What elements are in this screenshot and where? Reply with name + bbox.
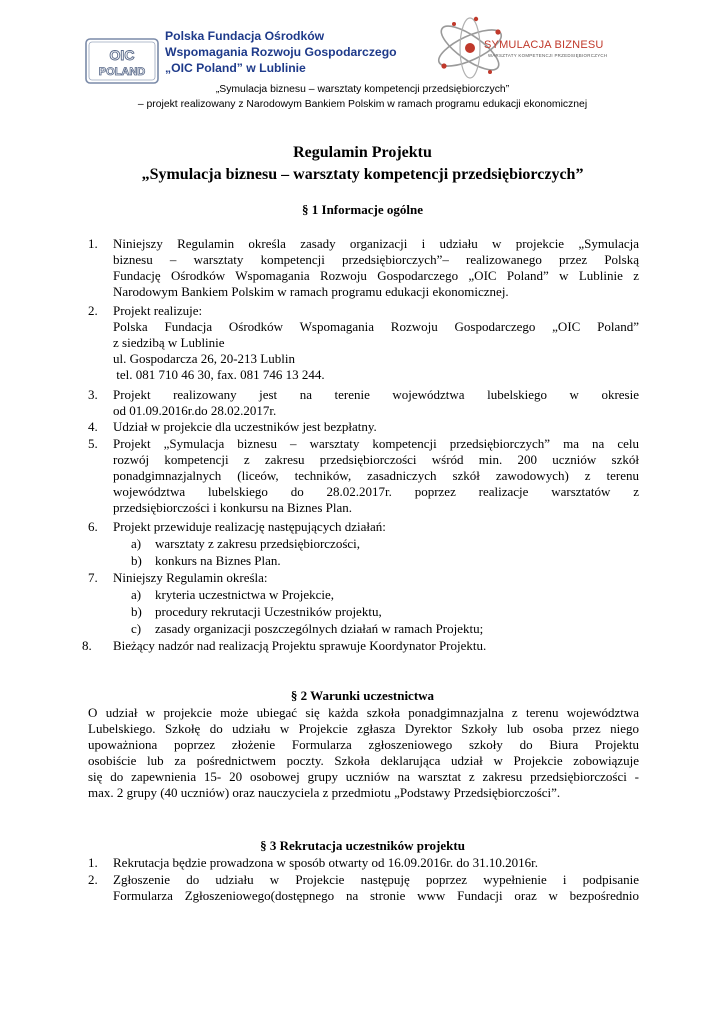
org-line-3: „OIC Poland” w Lublinie <box>165 61 306 75</box>
list-number: 5. <box>88 436 98 451</box>
list-item-line: Projekt „Symulacja biznesu – warsztaty kompetencji przedsiębiorczych” ma na celu <box>113 436 639 451</box>
list-item-line: przedsiębiorczości i konkursu na Biznes Plan. <box>113 500 352 515</box>
list-number: 2. <box>88 872 98 887</box>
list-item-line: Niniejszy Regulamin określa zasady organizacji i udziału w projekcie „Symulacja <box>113 236 639 251</box>
list-item-line: Polska Fundacja Ośrodków Wspomagania Rozwoju Gospodarczego „OIC Poland” <box>113 319 639 334</box>
list-item-line: ponadgimnazjalnych (liceów, techników, zasadniczych szkół zawodowych) z terenu <box>113 468 639 483</box>
paragraph-line: upoważniona poprzez złożenie Formularza zgłoszeniowego szkoły do Biura Projektu <box>88 737 639 752</box>
list-item-line: Formularza Zgłoszeniowego(dostępnego na stronie www Fundacji oraz w bezpośrednio <box>113 888 639 903</box>
list-number: 4. <box>88 419 98 434</box>
list-item-line: Fundację Ośrodków Wspomagania Rozwoju Gospodarczego „OIC Poland” w Lublinie z <box>113 268 639 283</box>
list-item-line: Projekt realizowany jest na terenie województwa lubelskiego w okresie <box>113 387 639 402</box>
oic-logo-text-2: POLAND <box>98 66 146 78</box>
oic-poland-logo <box>85 28 397 88</box>
list-number: 7. <box>88 570 98 585</box>
list-item: Projekt przewiduje realizację następujących działań: <box>113 519 386 534</box>
org-line-2: Wspomagania Rozwoju Gospodarczego <box>165 45 397 59</box>
list-item-line: ul. Gospodarcza 26, 20-213 Lublin <box>113 351 295 366</box>
section-1-heading: § 1 Informacje ogólne <box>302 202 423 217</box>
list-item: Udział w projekcie dla uczestników jest bezpłatny. <box>113 419 377 434</box>
paragraph-line: osobiście lub za pośrednictwem poczty. Szkoła deklarująca udział w Projekcie zobowiązuje <box>88 753 639 768</box>
oic-logo-text-1: OIC <box>109 47 135 63</box>
list-item-line: tel. 081 710 46 30, fax. 081 746 13 244. <box>113 367 325 382</box>
paragraph-line: się do zapewnienia 15- 20 osobowej grupy uczniów na warsztat z zakresu przedsiębiorczości - <box>88 769 639 784</box>
list-number: 1. <box>88 855 98 870</box>
list-item-line: Narodowym Bankiem Polskim w ramach programu edukacji ekonomicznej. <box>113 284 509 299</box>
document-title: Regulamin Projektu <box>293 144 432 161</box>
sub-list-letter: b) <box>131 553 142 568</box>
sub-list-item: konkurs na Biznes Plan. <box>155 553 281 568</box>
oic-poland-emblem-icon <box>85 38 159 84</box>
section-3-heading: § 3 Rekrutacja uczestników projektu <box>260 838 465 853</box>
list-item-line: rozwój kompetencji z zakresu przedsiębiorczości wśród min. 200 uczniów szkół <box>113 452 639 467</box>
brand-tagline: WARSZTATY KOMPETENCJI PRZEDSIĘBIORCZYCH <box>488 53 608 58</box>
list-item <box>113 387 639 419</box>
sub-list-letter: c) <box>131 621 142 636</box>
list-number: 2. <box>88 303 98 318</box>
list-number: 3. <box>88 387 98 402</box>
project-subtitle-line-1: „Symulacja biznesu – warsztaty kompetencji przedsiębiorczych” <box>215 84 510 95</box>
list-item: Bieżący nadzór nad realizacją Projektu sprawuje Koordynator Projektu. <box>113 638 487 653</box>
list-item <box>113 872 639 904</box>
paragraph-line: Lubelskiego. Szkołę do udziału w Projekcie zgłasza Dyrektor Szkoły lub osoba przez niego <box>88 721 639 736</box>
document-title-project: „Symulacja biznesu – warsztaty kompetencji przedsiębiorczych” <box>141 166 584 183</box>
sub-list-item: procedury rekrutacji Uczestników projektu, <box>155 604 382 619</box>
sub-list-letter: a) <box>131 587 142 602</box>
section-2-paragraph <box>88 705 639 801</box>
list-item-line: biznesu – warsztaty kompetencji przedsiębiorczych”– realizowanego przez Polską <box>113 252 639 267</box>
sub-list-item: zasady organizacji poszczególnych działań w ramach Projektu; <box>155 621 484 636</box>
sub-list-letter: b) <box>131 604 142 619</box>
list-item <box>113 436 639 516</box>
brand-name: SYMULACJA BIZNESU <box>484 39 604 51</box>
sub-list-letter: a) <box>131 536 142 551</box>
list-item <box>113 303 639 383</box>
list-number: 1. <box>88 236 98 251</box>
list-number: 8. <box>82 638 92 653</box>
symulacja-biznesu-logo <box>430 14 620 84</box>
project-subtitle-line-2: – projekt realizowany z Narodowym Bankiem Polskim w ramach programu edukacji ekonomicznej <box>137 99 588 110</box>
list-item-line: województwa lubelskiego do 28.02.2017r. poprzez realizacje warsztatów z <box>113 484 639 499</box>
list-item-line: od 01.09.2016r.do 28.02.2017r. <box>113 403 277 418</box>
sub-list-item: kryteria uczestnictwa w Projekcie, <box>155 587 335 602</box>
section-2-heading: § 2 Warunki uczestnictwa <box>290 688 435 703</box>
organization-name <box>165 28 397 76</box>
org-line-1: Polska Fundacja Ośrodków <box>165 29 325 43</box>
list-item <box>113 236 639 300</box>
paragraph-line: max. 2 grupy (40 uczniów) oraz nauczyciela z przedmiotu „Podstawy Przedsiębiorczości”. <box>88 785 561 800</box>
sub-list-item: warsztaty z zakresu przedsiębiorczości, <box>155 536 361 551</box>
list-item: Niniejszy Regulamin określa: <box>113 570 268 585</box>
list-item: Rekrutacja będzie prowadzona w sposób otwarty od 16.09.2016r. do 31.10.2016r. <box>113 855 538 870</box>
paragraph-line: O udział w projekcie może ubiegać się każda szkoła ponadgimnazjalna z terenu województwa <box>88 705 639 720</box>
list-item-line: Projekt realizuje: <box>113 303 203 318</box>
list-item-line: z siedzibą w Lublinie <box>113 335 225 350</box>
list-number: 6. <box>88 519 98 534</box>
list-item-line: Zgłoszenie do udziału w Projekcie następuję poprzez wypełnienie i podpisanie <box>113 872 639 887</box>
